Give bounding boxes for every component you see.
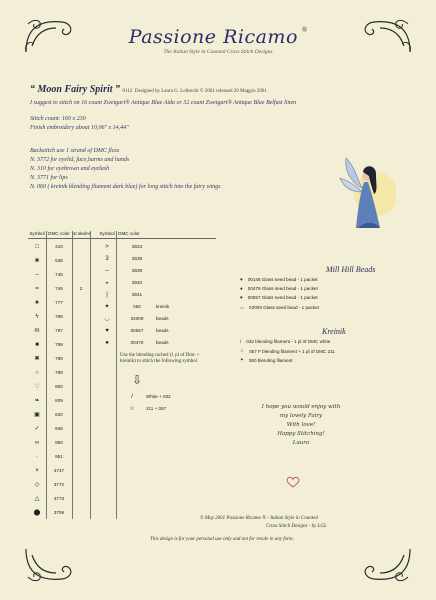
dash-icon: – bbox=[105, 268, 109, 274]
kreinik-row bbox=[240, 339, 330, 344]
kreinik-row-text: 057 F blending filament + 1 pl of DMC 211 bbox=[249, 348, 335, 354]
legend-row bbox=[28, 311, 90, 323]
legend-row bbox=[28, 269, 90, 281]
brand-tagline: The Italian Style in Counted Cross Stitch Designs bbox=[163, 49, 273, 55]
dot-icon: · bbox=[36, 454, 38, 460]
blend-row-text: 211 + 057 bbox=[146, 406, 167, 411]
dmc-code: 00557 bbox=[130, 328, 144, 333]
legend-header-cell: Nr.skeins bbox=[72, 231, 91, 236]
message-signature: Laura bbox=[292, 440, 310, 446]
mill-hill-row-text: 02009 Glass seed bead - 1 packet bbox=[249, 304, 319, 310]
message-line: I hope you would enjoy with bbox=[261, 404, 341, 410]
dmc-code: 3747 bbox=[53, 468, 65, 473]
leaf-icon: ❧ bbox=[34, 398, 40, 404]
kreinik-row bbox=[240, 348, 335, 354]
legend-row bbox=[28, 381, 90, 393]
dmc-code: 950 bbox=[55, 440, 63, 445]
backstitch-line: N. 3772 for eyelid, face,harms and hands bbox=[30, 157, 130, 163]
registered-mark: ® bbox=[301, 26, 308, 34]
personal-use-notice: This design is for your personal use only and not for resale in any form. bbox=[150, 537, 294, 542]
half-circle-icon: ◒ bbox=[105, 280, 109, 286]
brand-name: Passione Ricamo bbox=[128, 26, 298, 48]
dmc-code: 820 bbox=[55, 412, 63, 417]
heart-filled-icon: ♥ bbox=[105, 328, 109, 334]
message-line: my lovely Fairy bbox=[279, 413, 323, 419]
dmc-code: 796 bbox=[55, 314, 63, 319]
bead-icon: ● bbox=[105, 340, 109, 346]
mill-hill-row bbox=[240, 277, 318, 282]
legend-row bbox=[28, 423, 90, 435]
dmc-code: 02009 bbox=[130, 316, 144, 321]
heart-icon bbox=[286, 475, 300, 487]
dmc-code: 3772 bbox=[53, 482, 65, 487]
dmc-code: 3773 bbox=[53, 496, 65, 501]
legend-row bbox=[28, 283, 90, 295]
triangle-icon: △ bbox=[34, 496, 40, 502]
bead-heart-icon: ♥ bbox=[240, 295, 243, 300]
dmc-code: 3799 bbox=[53, 510, 65, 515]
legend-row bbox=[98, 265, 156, 277]
dmc-code: 798 bbox=[55, 342, 63, 347]
dmc-code: 746 bbox=[55, 286, 63, 291]
legend-row bbox=[28, 367, 90, 379]
dmc-code: 3840 bbox=[131, 280, 143, 285]
mill-hill-row-text: 00557 Glass seed bead - 1 packet bbox=[247, 295, 318, 300]
filled-square-icon: ■ bbox=[35, 342, 39, 348]
m-icon: m bbox=[34, 328, 40, 334]
design-title: “ Moon Fairy Spirit ” bbox=[30, 84, 121, 95]
dmc-code: 00479 bbox=[130, 340, 144, 345]
legend-row bbox=[28, 437, 90, 449]
legend-row bbox=[28, 507, 90, 519]
dmc-code: 535 bbox=[55, 258, 63, 263]
legend-row bbox=[28, 339, 90, 351]
legend-row bbox=[28, 493, 90, 505]
dmc-code: 809 bbox=[55, 398, 63, 403]
thread-type: beads bbox=[156, 328, 169, 333]
star-icon: ★ bbox=[34, 300, 40, 306]
kreinik-row-text: 032 blending filament - 1 pl of DMC white bbox=[246, 339, 331, 344]
bottom-right-ornament-icon bbox=[356, 545, 414, 585]
mill-hill-row bbox=[240, 295, 318, 300]
legend-header-cell: Symbol bbox=[29, 231, 45, 236]
kreinik-title: Kreinik bbox=[322, 327, 346, 336]
star-outline-icon: ☆ bbox=[240, 348, 245, 353]
legend-row bbox=[28, 409, 90, 421]
finish-size: Finish embroidery about 10,06" x 14,44" bbox=[30, 125, 129, 131]
legend-row bbox=[28, 255, 90, 267]
legend-row bbox=[98, 289, 156, 301]
dmc-code: 060 bbox=[133, 304, 141, 309]
legend-row bbox=[98, 253, 156, 265]
double-dash-icon: = bbox=[35, 286, 39, 292]
color-legend-table bbox=[28, 231, 216, 516]
legend-row bbox=[28, 297, 90, 309]
dmc-code: 800 bbox=[55, 384, 63, 389]
diamond-icon: ◇ bbox=[34, 482, 40, 488]
dash-icon: – bbox=[35, 272, 39, 278]
dmc-code: 951 bbox=[55, 454, 63, 459]
legend-row bbox=[28, 325, 90, 337]
bowl-icon: ◡ bbox=[104, 316, 110, 322]
legend-row bbox=[98, 301, 169, 313]
legend-row bbox=[98, 241, 156, 253]
legend-row bbox=[28, 451, 90, 463]
legend-header-cell: Symbol bbox=[99, 231, 115, 236]
blend-row bbox=[124, 391, 171, 403]
legend-row bbox=[98, 313, 169, 325]
mill-hill-row bbox=[240, 304, 319, 310]
dmc-code: 945 bbox=[55, 426, 63, 431]
dmc-code: 3823 bbox=[131, 244, 143, 249]
star-outline-icon: ☆ bbox=[129, 406, 135, 412]
mill-hill-row-text: 00479 Glass seed bead - 1 packet bbox=[247, 286, 318, 291]
chevron-right-icon: > bbox=[105, 244, 109, 250]
design-credits: Designed by Laura G. Lelleschi © 2001 released 20 Maggio 2001 bbox=[134, 89, 267, 94]
dmc-code: 310 bbox=[55, 244, 63, 249]
drop-icon: ⬤ bbox=[33, 510, 41, 516]
cross-icon: ✖ bbox=[34, 356, 40, 362]
bead-icon: ● bbox=[240, 286, 243, 291]
legend-row bbox=[98, 337, 169, 349]
kreinik-row bbox=[240, 357, 293, 363]
legend-row bbox=[28, 465, 90, 477]
backstitch-heading: Backstitch use 1 strand of DMC floss bbox=[30, 148, 120, 154]
bead-heart-icon: ♥ bbox=[240, 277, 243, 282]
lightning-icon: ϟ bbox=[35, 314, 39, 320]
backstitch-line: N. 310 for eyebrown and eyelash bbox=[30, 166, 110, 172]
copyright-line: © May 2001 Passione Ricamo ® - Italian Style in Counted bbox=[200, 516, 318, 521]
blend-row-text: White + 032 bbox=[146, 394, 171, 399]
legend-row bbox=[28, 395, 90, 407]
design-code: 0112 bbox=[122, 89, 133, 94]
stitch-count: Stitch count: 160 x 230 bbox=[30, 116, 86, 122]
kreinik-row-text: 060 blending filament bbox=[248, 357, 293, 363]
check-icon: ✓ bbox=[34, 426, 40, 432]
brand-header bbox=[0, 26, 436, 55]
square-outline-icon: □ bbox=[35, 244, 39, 250]
number-three-icon: 3 bbox=[105, 256, 109, 262]
fabric-note: I suggest to stitch on 16 count Zweigart® Antique Blue Aida or 32 count Zweigart® Antique Blue Belfast linen bbox=[30, 100, 297, 106]
slash-icon: / bbox=[240, 339, 242, 344]
thread-type: beads bbox=[156, 340, 169, 345]
design-title-line bbox=[30, 84, 420, 95]
fairy-illustration bbox=[336, 148, 396, 232]
slash-icon: / bbox=[131, 394, 133, 400]
pipe-icon: | bbox=[106, 292, 108, 298]
sparkle-icon: ✦ bbox=[240, 357, 244, 362]
dmc-code: 3841 bbox=[131, 292, 143, 297]
bead-bowl-icon: ◡ bbox=[240, 304, 245, 309]
dmc-code: 3839 bbox=[131, 268, 143, 273]
mill-hill-title: Mill Hill Beads bbox=[326, 265, 376, 274]
legend-header bbox=[28, 231, 216, 239]
dmc-code: 777 bbox=[55, 300, 63, 305]
thread-type: beads bbox=[156, 316, 169, 321]
flower-icon: ❀ bbox=[34, 258, 40, 264]
legend-row bbox=[28, 353, 90, 365]
legend-row bbox=[28, 479, 90, 491]
legend-row bbox=[98, 325, 169, 337]
dmc-code: 799 bbox=[55, 356, 63, 361]
skein-count: 2 bbox=[79, 286, 83, 291]
dmc-code: 797 bbox=[55, 328, 63, 333]
sparkle-icon: ✦ bbox=[104, 304, 110, 310]
backstitch-line: N. 3771 for lips bbox=[30, 175, 68, 181]
dmc-code: 745 bbox=[55, 272, 63, 277]
dmc-code: 799 bbox=[55, 370, 63, 375]
dmc-code: 3838 bbox=[131, 256, 143, 261]
x-icon: × bbox=[35, 468, 39, 474]
blend-note: Use the blending rached (1 pl of Dmc + kreinik) to stitch the following symbol bbox=[120, 353, 200, 364]
legend-divider bbox=[90, 231, 91, 519]
arrow-down-icon: ⇩ bbox=[132, 373, 143, 387]
legend-row bbox=[28, 241, 90, 253]
legend-header-cell: DMC color bbox=[48, 231, 70, 236]
circle-icon: ○ bbox=[35, 370, 39, 376]
backstitch-line: N. 060 ( kreinik blending filament dark blue) for long stitch into the fairy wings bbox=[30, 184, 221, 190]
copyright-line: Cross Stitch Designs - by LGL bbox=[266, 523, 327, 529]
legend-header-cell: DMC color bbox=[118, 231, 140, 236]
loop-icon: ∞ bbox=[34, 440, 40, 446]
bottom-left-ornament-icon bbox=[22, 545, 80, 585]
copyright-footer bbox=[200, 515, 420, 530]
message-line: With love! bbox=[286, 422, 316, 428]
blend-row bbox=[124, 403, 166, 415]
square-dot-icon: ▣ bbox=[34, 412, 40, 418]
thread-type: kreinik bbox=[156, 304, 170, 309]
mill-hill-row bbox=[240, 286, 318, 291]
mill-hill-row-text: 00146 Glass seed bead - 1 packet bbox=[247, 277, 318, 282]
message-line: Happy Stitching! bbox=[277, 431, 325, 437]
personal-message bbox=[226, 403, 376, 448]
heart-outline-icon: ♡ bbox=[34, 384, 40, 390]
legend-row bbox=[98, 277, 156, 289]
